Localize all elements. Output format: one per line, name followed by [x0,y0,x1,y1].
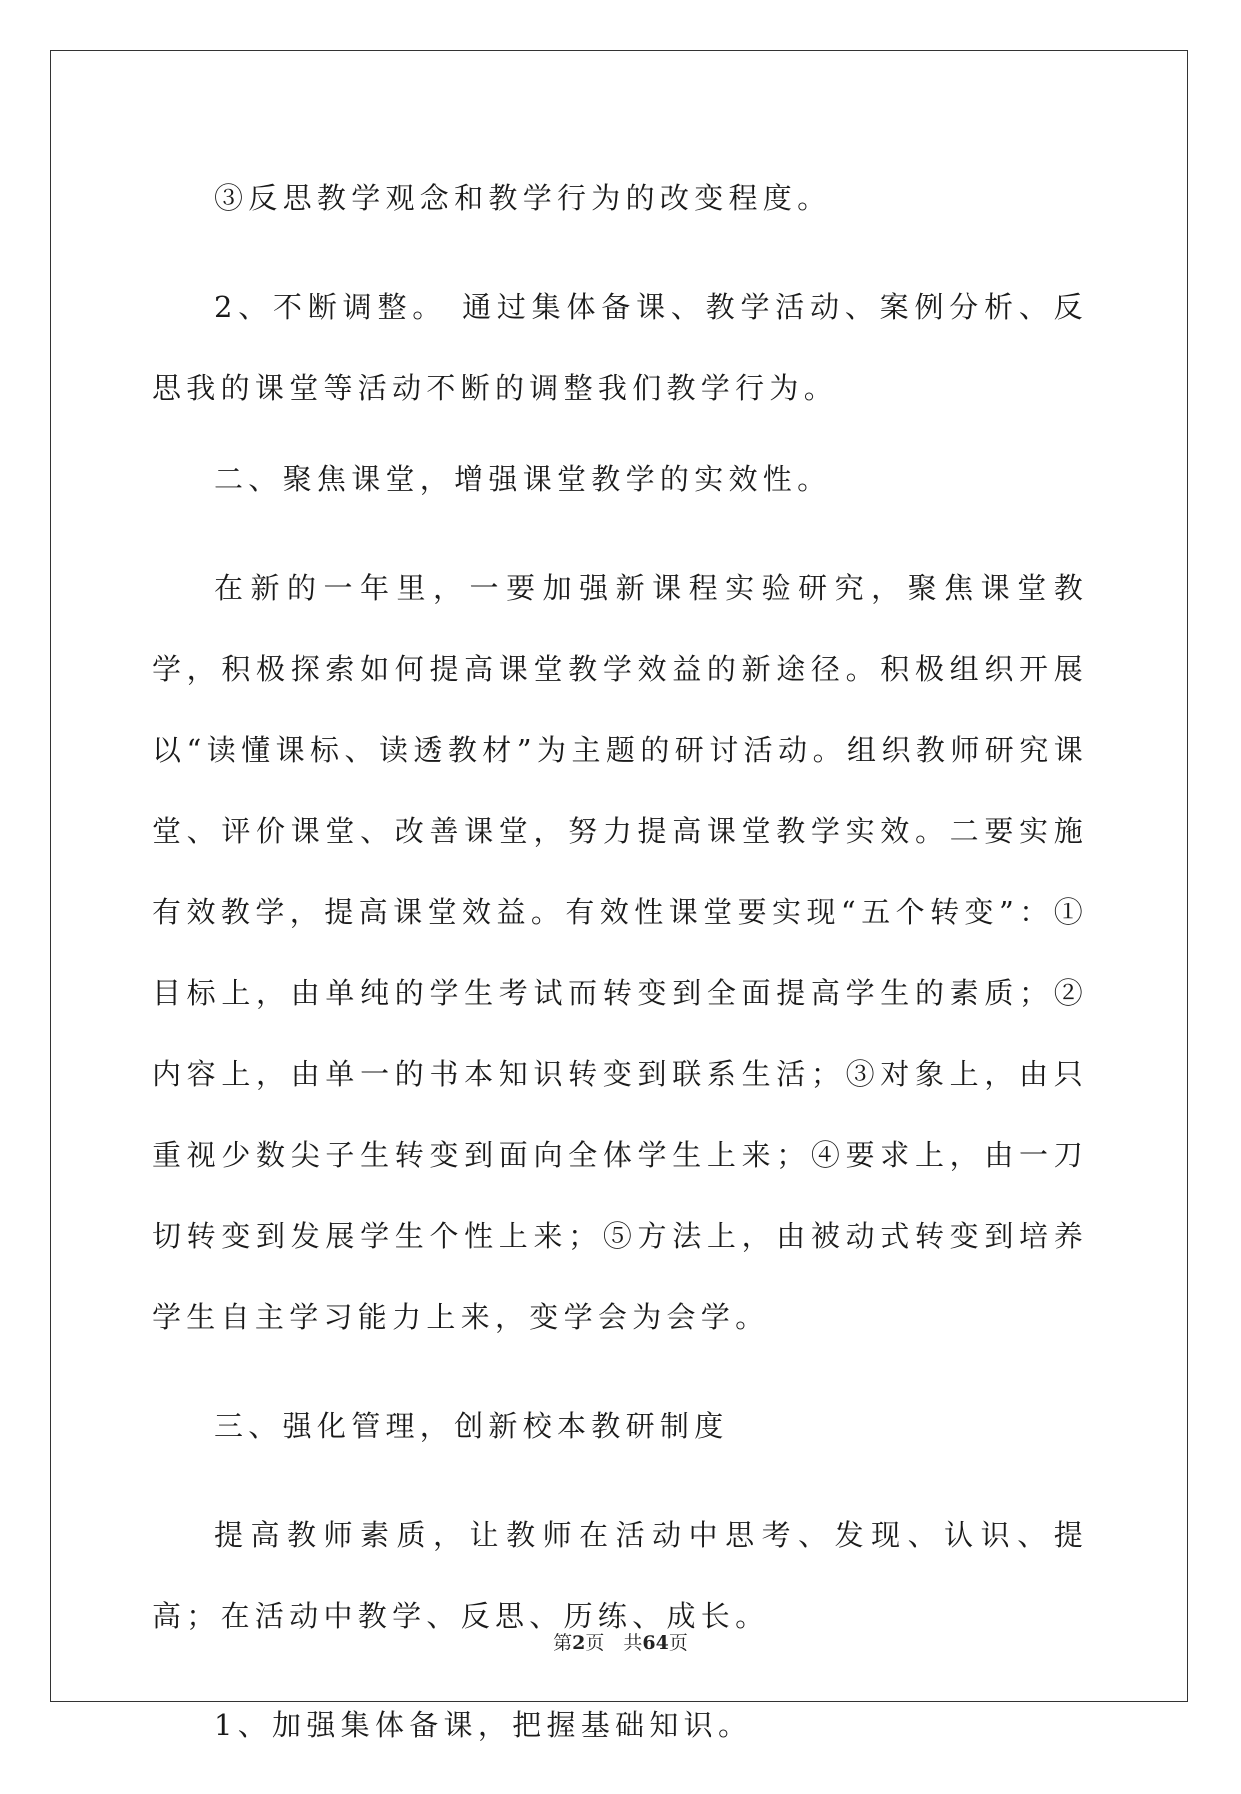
current-page-number: 2 [572,1632,586,1654]
footer-middle: 页 共 [585,1632,643,1654]
section-heading-2: 二、聚焦课堂，增强课堂教学的实效性。 [214,462,832,496]
footer-prefix: 第 [553,1632,573,1654]
footer-suffix: 页 [668,1632,688,1654]
paragraph-1: ③反思教学观念和教学行为的改变程度。 [214,181,832,215]
page-footer [0,1628,1241,1655]
paragraph-3: 在新的一年里，一要加强新课程实验研究，聚焦课堂教学，积极探索如何提高课堂教学效益的新途径。积极组织开展以“读懂课标、读透教材”为主题的研讨活动。组织教师研究课堂、评价课堂、改善课堂，努力提高课堂教学实效。二要实施有效教学，提高课堂效益。有效性课堂要实现“五个转变”：①目标上，由单纯的学生考试而转变到全面提高学生的素质；②内容上，由单一的书本知识转变到联系生活；③对象上，由只重视少数尖子生转变到面向全体学生上来；④要求上，由一刀切转变到发展学生个性上来；⑤方法上，由被动式转变到培养学生自主学习能力上来，变学会为会学。 [152,571,1088,1334]
paragraph-5: 1、加强集体备课，把握基础知识。 [214,1708,753,1742]
paragraph-4: 提高教师素质，让教师在活动中思考、发现、认识、提高；在活动中教学、反思、历练、成长。 [152,1518,1088,1633]
section-heading-3: 三、强化管理，创新校本教研制度 [214,1409,729,1443]
paragraph-2: 2、不断调整。 通过集体备课、教学活动、案例分析、反思我的课堂等活动不断的调整我们教学行为。 [152,290,1088,405]
document-body [152,158,1088,1794]
total-page-count: 64 [642,1632,669,1654]
